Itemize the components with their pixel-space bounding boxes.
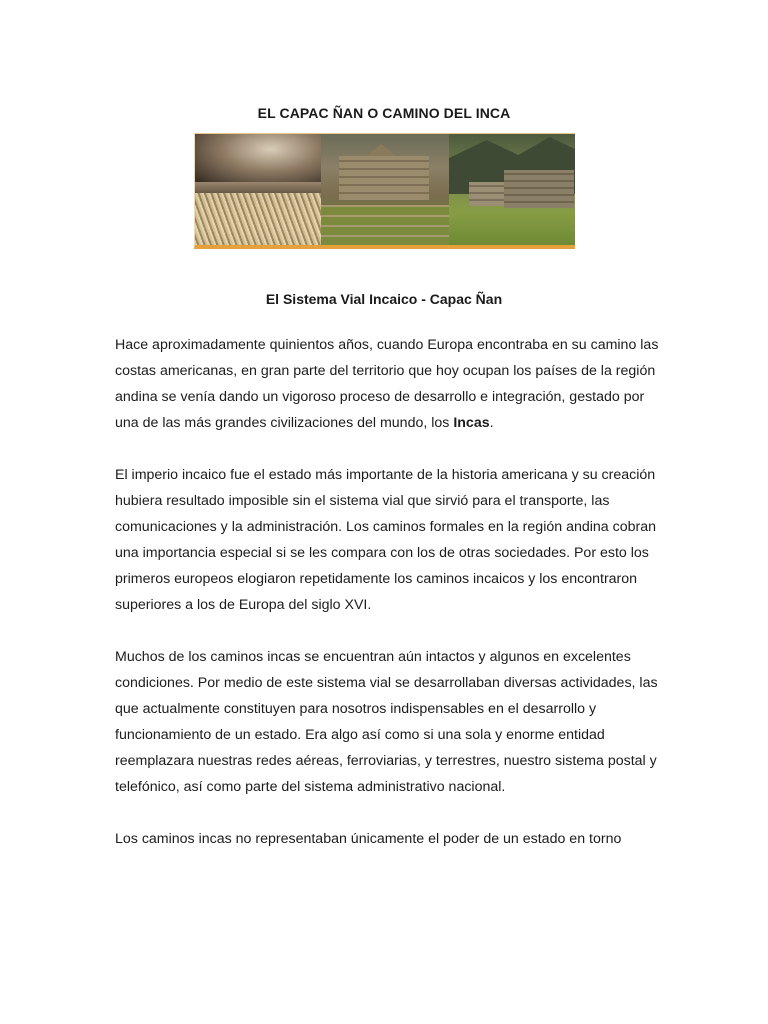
mountain-ruins-photo: [449, 134, 575, 245]
paragraph-1: Hace aproximadamente quinientos años, cuando Europa encontraba en su camino las costas americanas, en gran parte del territorio que hoy ocupan los países de la región andina se venía dando un vigoroso proceso de desarrollo e integración, gestado por una de las más grandes civilizaciones del mundo, los Incas.: [115, 337, 659, 431]
section-subtitle: El Sistema Vial Incaico - Capac Ñan: [265, 291, 503, 307]
page-title: EL CAPAC ÑAN O CAMINO DEL INCA: [257, 105, 511, 121]
paragraph-4: Los caminos incas no representaban únicamente el poder de un estado en torno: [115, 831, 622, 847]
paragraph-2: El imperio incaico fue el estado más importante de la historia americana y su creación hubiera resultado imposible sin el sistema vial que sirvió para el transporte, las comunicaciones y la administración. Los caminos formales en la región andina cobran una importancia especial si se les compara con los de otras sociedades. Por esto los primeros europeos elogiaron repetidamente los caminos incaicos y los encontraron superiores a los de Europa del siglo XVI.: [115, 467, 656, 613]
banner-image: [194, 133, 575, 249]
article-body: [115, 332, 660, 878]
paragraph-3: Muchos de los caminos incas se encuentran aún intactos y algunos en excelentes condiciones. Por medio de este sistema vial se desarrollaban diversas actividades, las que actualmente constituyen para nosotros indispensables en el desarrollo y funcionamiento de un estado. Era algo así como si una sola y enorme entidad reemplazara nuestras redes aéreas, ferroviarias, y terrestres, nuestro sistema postal y telefónico, así como parte del sistema administrativo nacional.: [115, 649, 658, 795]
emphasis-incas: Incas: [453, 415, 490, 431]
lake-landscape-photo: [195, 134, 321, 245]
inca-ruins-photo: [321, 134, 449, 245]
